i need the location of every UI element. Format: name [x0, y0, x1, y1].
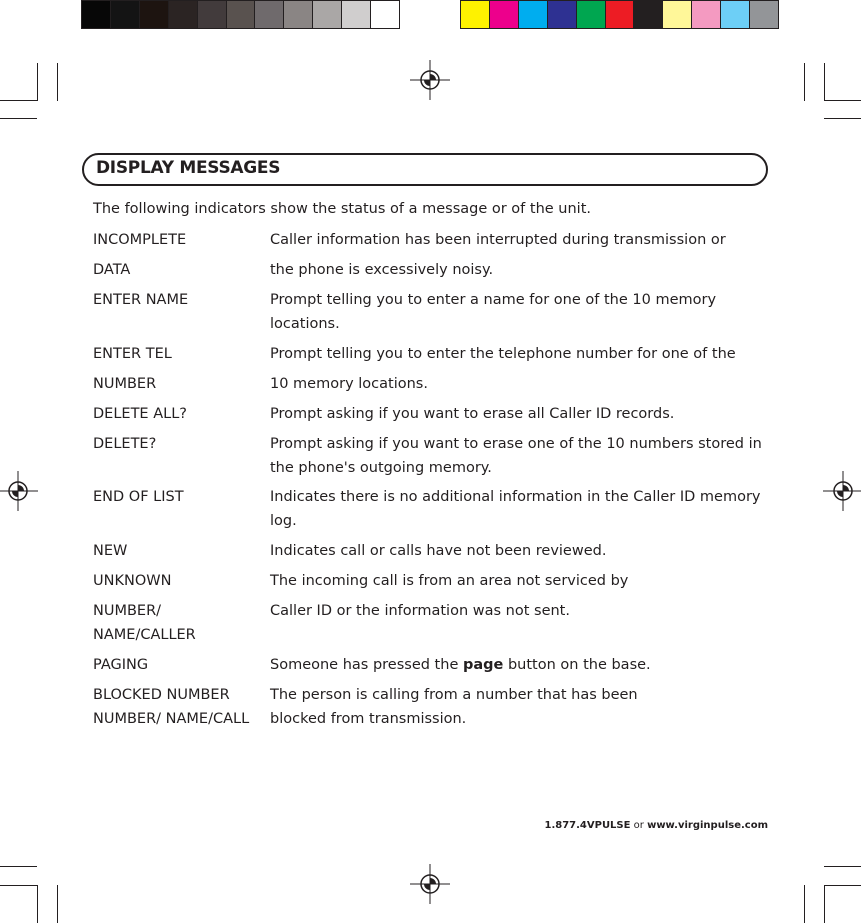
gray-swatch [370, 1, 399, 28]
message-term: ENTER TEL [93, 346, 172, 362]
message-term: ENTER NAME [93, 292, 189, 308]
crosshair-target-icon [410, 864, 450, 904]
gray-swatch [139, 1, 168, 28]
message-description: Prompt telling you to enter a name for one of the 10 memory locations. [270, 292, 717, 332]
crop-mark [804, 885, 805, 923]
message-description: Caller information has been interrupted during transmission or [270, 232, 726, 248]
message-description: 10 memory locations. [270, 376, 428, 392]
color-swatch [633, 1, 662, 28]
crop-mark [824, 885, 861, 886]
message-term: BLOCKED NUMBER NUMBER/ NAME/CALL [93, 687, 250, 727]
gray-swatch [110, 1, 139, 28]
message-description: Indicates there is no additional information in the Caller ID memory log. [270, 489, 761, 529]
message-term: NUMBER/ NAME/CALLER [93, 603, 196, 643]
crop-mark [824, 100, 861, 101]
crop-mark [0, 885, 37, 886]
message-description: Prompt telling you to enter the telephone number for one of the [270, 346, 736, 362]
color-swatch [518, 1, 547, 28]
crop-mark [824, 866, 861, 867]
description-text: Someone has pressed the [270, 657, 463, 673]
message-description: The incoming call is from an area not serviced by [270, 573, 629, 589]
message-description: Prompt asking if you want to erase all Caller ID records. [270, 406, 675, 422]
description-text: button on the base. [503, 657, 651, 673]
gray-swatch [254, 1, 283, 28]
message-term: PAGING [93, 657, 149, 673]
grayscale-calibration-bar [81, 0, 400, 29]
intro-text: The following indicators show the status of a message or of the unit. [93, 201, 592, 217]
footer-url[interactable]: www.virginpulse.com [647, 820, 768, 831]
message-term: NUMBER [93, 376, 157, 392]
crop-mark [57, 885, 58, 923]
footer-or: or [633, 820, 644, 831]
message-term: END OF LIST [93, 489, 184, 505]
section-title: DISPLAY MESSAGES [96, 158, 281, 178]
message-term: DELETE? [93, 436, 157, 452]
gray-swatch [283, 1, 312, 28]
message-description: the phone is excessively noisy. [270, 262, 494, 278]
message-description: Caller ID or the information was not sent. [270, 603, 570, 619]
gray-swatch [197, 1, 226, 28]
crosshair-target-icon [0, 471, 38, 511]
crop-mark [57, 63, 58, 101]
crop-mark [804, 63, 805, 101]
message-description [270, 653, 770, 677]
crosshair-target-icon [823, 471, 861, 511]
page-button-label: page [462, 657, 504, 673]
color-swatch [576, 1, 605, 28]
message-description: The person is calling from a number that has been blocked from transmission. [270, 687, 638, 727]
message-term: UNKNOWN [93, 573, 172, 589]
crop-mark [0, 866, 37, 867]
message-term: NEW [93, 543, 128, 559]
gray-swatch [168, 1, 197, 28]
crop-mark [0, 100, 37, 101]
section-header [82, 153, 768, 186]
crop-mark [824, 63, 825, 101]
message-term: INCOMPLETE [93, 232, 187, 248]
message-description: Prompt asking if you want to erase one of the 10 numbers stored in the phone's outgoing memory. [270, 436, 762, 476]
footer-phone: 1.877.4VPULSE [544, 820, 631, 831]
color-swatch [489, 1, 518, 28]
message-term: DATA [93, 262, 131, 278]
footer-contact [544, 820, 768, 831]
gray-swatch [341, 1, 370, 28]
crosshair-target-icon [410, 60, 450, 100]
color-swatch [662, 1, 691, 28]
gray-swatch [82, 1, 110, 28]
color-swatch [749, 1, 778, 28]
gray-swatch [226, 1, 255, 28]
crop-mark [0, 118, 37, 119]
color-swatch [461, 1, 489, 28]
crop-mark [824, 885, 825, 923]
crop-mark [37, 63, 38, 101]
gray-swatch [312, 1, 341, 28]
color-swatch [605, 1, 634, 28]
color-swatch [720, 1, 749, 28]
crop-mark [824, 118, 861, 119]
color-swatch [691, 1, 720, 28]
message-description: Indicates call or calls have not been reviewed. [270, 543, 607, 559]
color-calibration-bar [460, 0, 779, 29]
message-term: DELETE ALL? [93, 406, 187, 422]
color-swatch [547, 1, 576, 28]
crop-mark [37, 885, 38, 923]
